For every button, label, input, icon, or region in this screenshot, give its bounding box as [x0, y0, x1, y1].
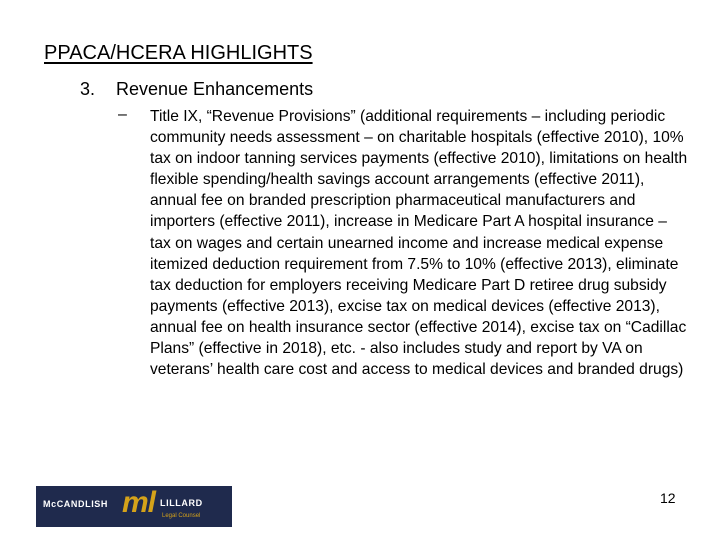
logo-mark-icon: ml	[122, 486, 156, 519]
section-heading	[80, 79, 313, 100]
firm-logo	[36, 486, 232, 527]
logo-right-text: LILLARD	[160, 498, 203, 508]
slide-title: PPACA/HCERA HIGHLIGHTS	[44, 42, 313, 64]
logo-left-text: McCANDLISH	[43, 499, 109, 509]
page-number: 12	[660, 490, 676, 506]
bullet-marker: –	[118, 106, 127, 123]
logo-sub-text: Legal Counsel	[162, 513, 201, 519]
section-label: Revenue Enhancements	[116, 79, 314, 99]
section-number: 3.	[80, 79, 96, 99]
bullet-text: Title IX, “Revenue Provisions” (additional requirements – including periodic community needs assessment – on charitable hospitals (effective 2010), 10% tax on indoor tanning services payments (effective 2010), limitations on health flexible spending/health savings account arrangements (effective 2011), annual fee on branded prescription pharmaceutical manufacturers and importers (effective 2011), increase in Medicare Part A hospital insurance – tax on wages and certain unearned income and increase medical expense itemized deduction requirement from 7.5% to 10% (effective 2013), eliminate tax deduction for employers receiving Medicare Part D retiree drug subsidy payments (effective 2013), excise tax on medical devices (effective 2013), annual fee on health insurance sector (effective 2014), excise tax on “Cadillac Plans” (effective in 2018), etc. - also includes study and report by VA on veterans’ health care cost and access to medical devices and branded drugs)	[150, 108, 688, 379]
